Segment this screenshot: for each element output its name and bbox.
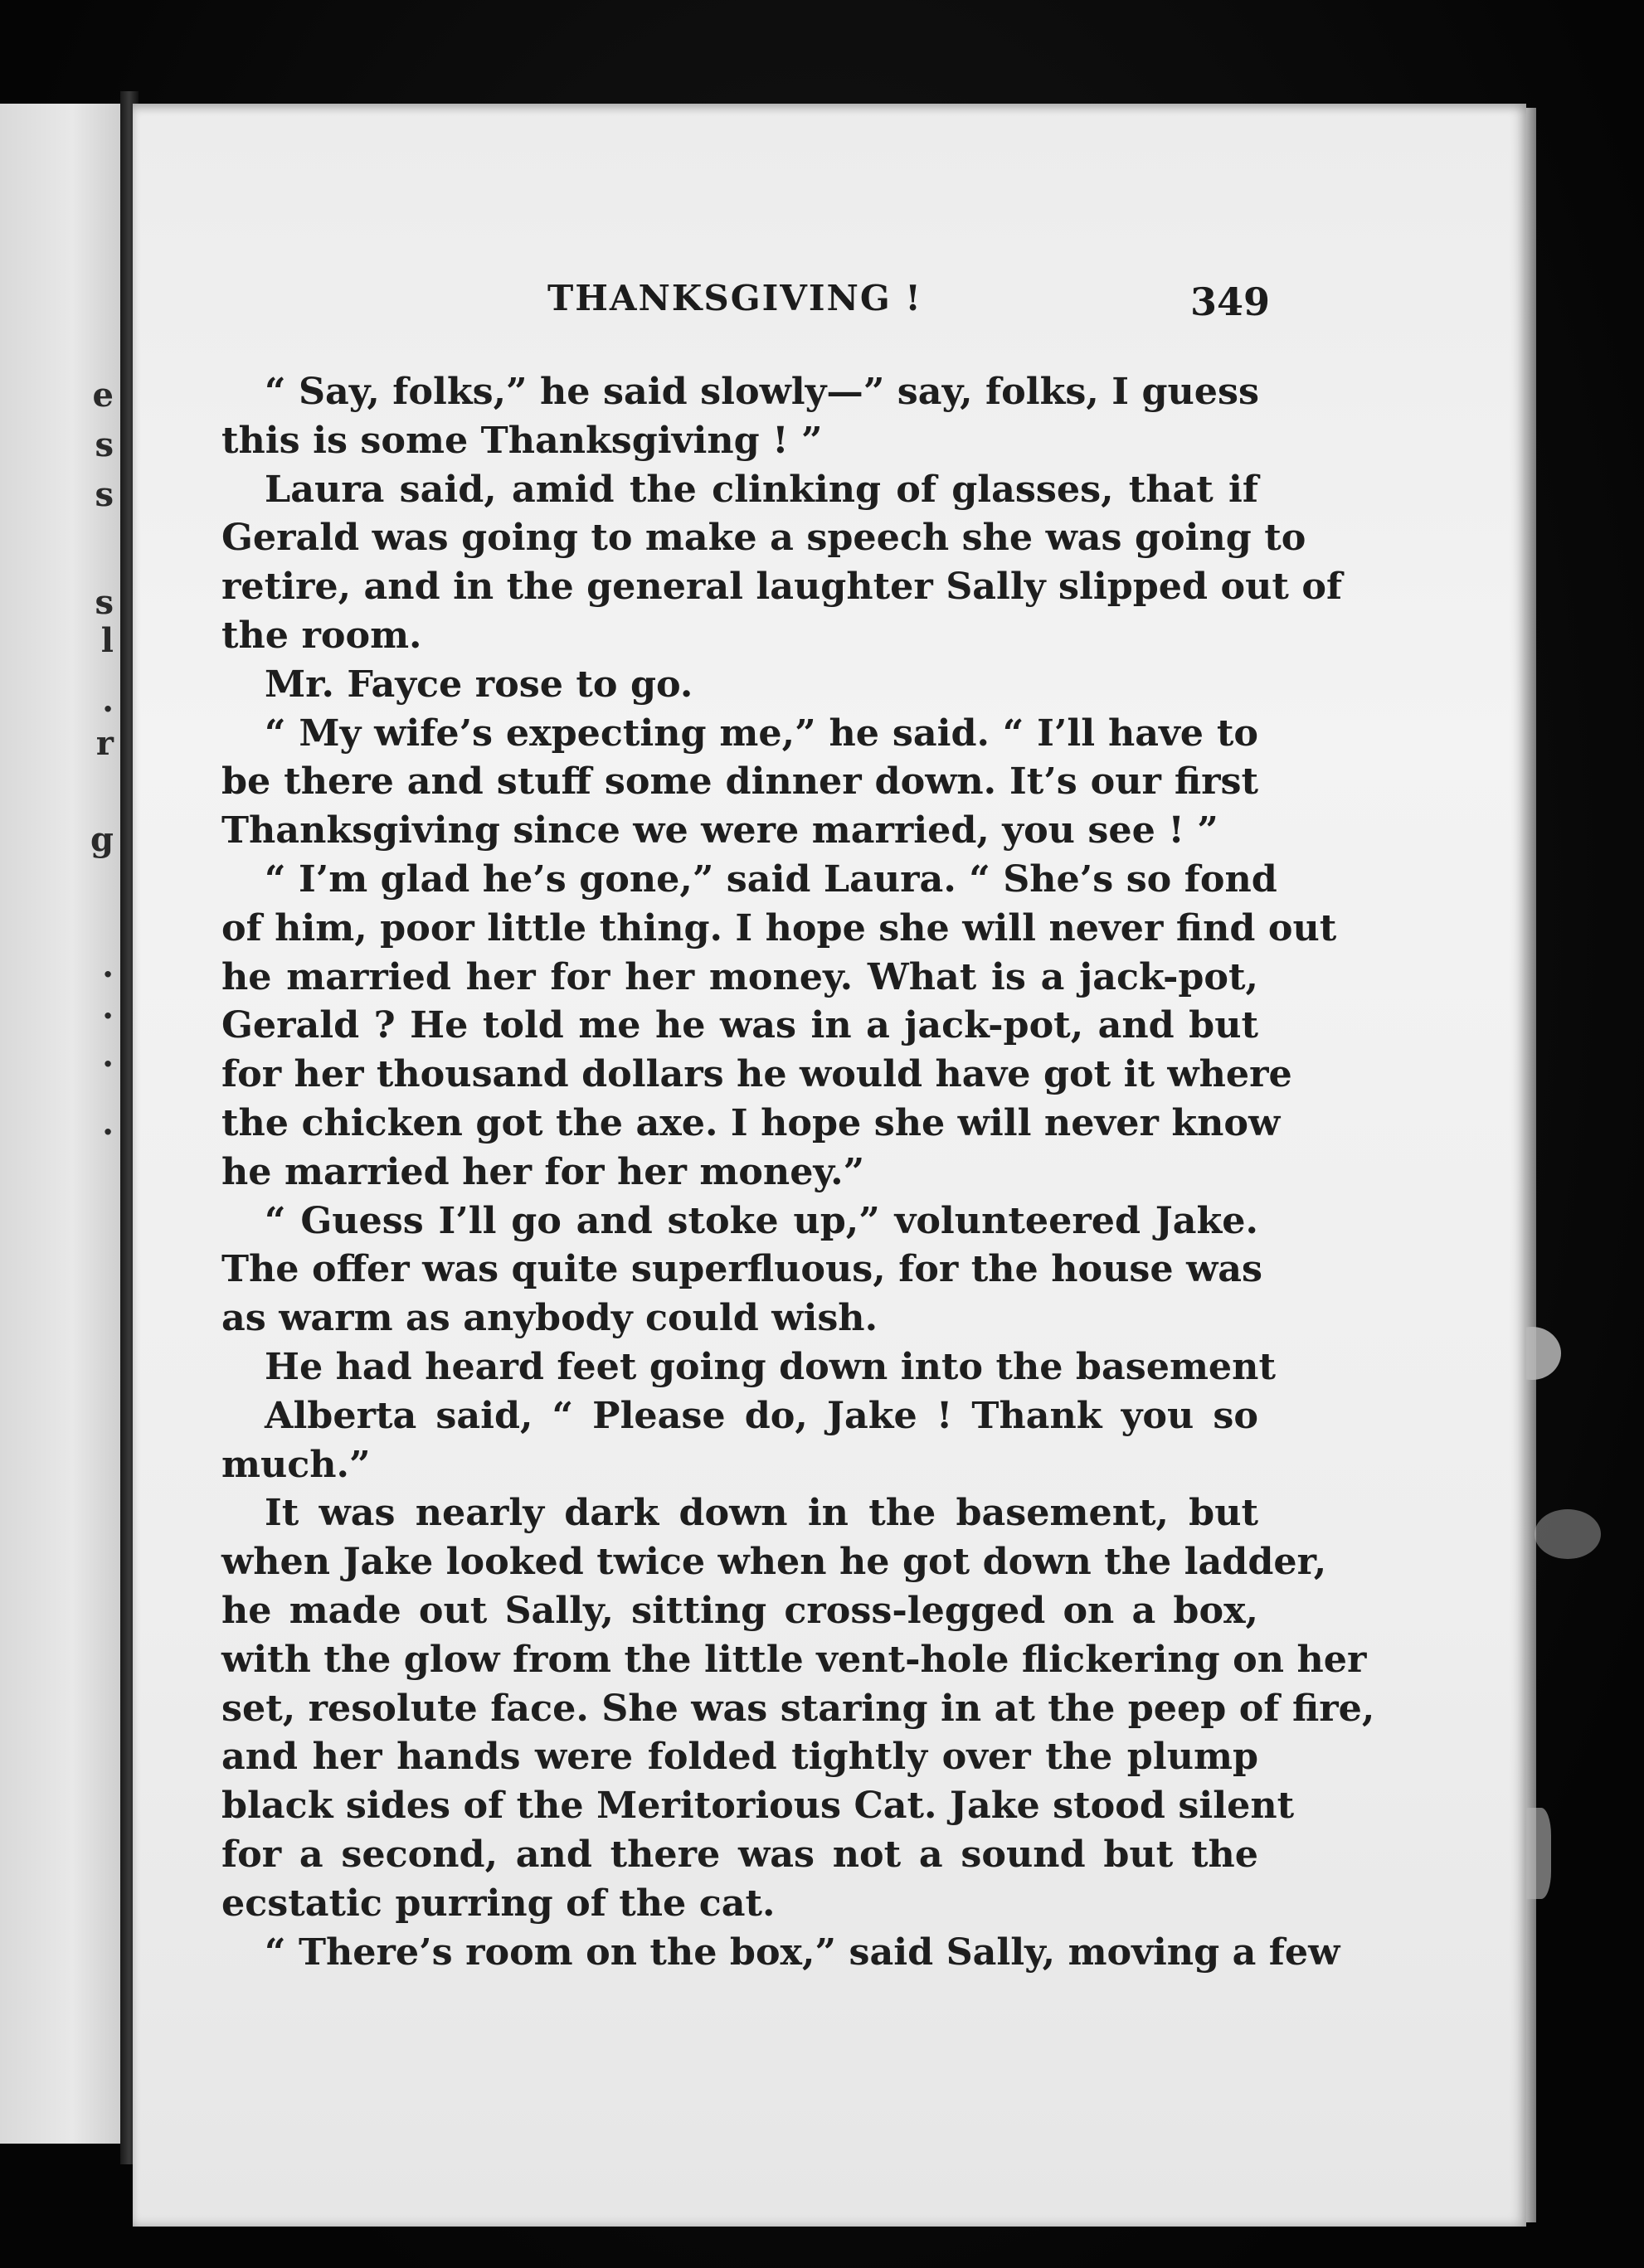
text-line: and her hands were folded tightly over the plump xyxy=(221,1735,1258,1779)
left-page-letter: . xyxy=(102,946,114,985)
text-line: much.” xyxy=(221,1442,371,1486)
text-line: this is some Thanksgiving ! ” xyxy=(221,418,823,462)
text-line: “ Say, folks,” he said slowly—” say, folks, I guess xyxy=(265,370,1260,413)
text-line: ecstatic purring of the cat. xyxy=(221,1881,776,1925)
left-page-letter: . xyxy=(102,681,114,720)
left-page-letter: . xyxy=(102,988,114,1027)
text-line: It was nearly dark down in the basement, but xyxy=(265,1491,1258,1535)
left-page-letter: s xyxy=(95,583,114,622)
left-page-letter: r xyxy=(95,724,114,763)
left-page-letter: . xyxy=(102,1104,114,1143)
text-line: as warm as anybody could wish. xyxy=(221,1296,878,1340)
text-line: he married her for her money. What is a jack-pot, xyxy=(221,954,1258,998)
text-line: Gerald ? He told me he was in a jack-pot, and but xyxy=(221,1003,1258,1047)
text-line: Gerald was going to make a speech she was going to xyxy=(221,516,1306,560)
left-facing-page xyxy=(0,104,120,2144)
text-line: He had heard feet going down into the basement xyxy=(265,1344,1276,1388)
text-line: set, resolute face. She was staring in at the peep of fire, xyxy=(221,1686,1375,1730)
text-line: Laura said, amid the clinking of glasses, that if xyxy=(265,467,1258,511)
text-line: Mr. Fayce rose to go. xyxy=(265,662,693,706)
text-line: for her thousand dollars he would have got it where xyxy=(221,1052,1292,1096)
paper-blemish xyxy=(1535,1509,1601,1559)
left-page-letter: g xyxy=(90,820,114,859)
left-page-letter: e xyxy=(92,376,114,415)
left-page-letter: . xyxy=(102,1036,114,1075)
text-line: retire, and in the general laughter Sally slipped out of xyxy=(221,565,1343,609)
running-title: THANKSGIVING ! xyxy=(547,278,922,318)
text-line: the chicken got the axe. I hope she will never know xyxy=(221,1100,1281,1144)
page-number: 349 xyxy=(1190,279,1271,324)
text-line: The offer was quite superfluous, for the house was xyxy=(221,1247,1263,1291)
text-line: be there and stuff some dinner down. It’s our first xyxy=(221,760,1258,804)
text-line: Thanksgiving since we were married, you see ! ” xyxy=(221,809,1218,852)
text-line: when Jake looked twice when he got down the ladder, xyxy=(221,1540,1327,1584)
text-line: for a second, and there was not a sound but the xyxy=(221,1832,1258,1876)
text-line: “ Guess I’ll go and stoke up,” volunteered Jake. xyxy=(265,1198,1258,1242)
page-edge-shadow xyxy=(1525,108,1536,2222)
text-line: black sides of the Meritorious Cat. Jake stood silent xyxy=(221,1784,1295,1828)
body-text xyxy=(221,367,1375,1976)
text-line: “ My wife’s expecting me,” he said. “ I’ll have to xyxy=(265,711,1258,755)
running-head xyxy=(133,278,1526,328)
text-line: Alberta said, “ Please do, Jake ! Thank you so xyxy=(265,1393,1258,1437)
left-page-letter: l xyxy=(100,621,114,660)
text-line: he married her for her money.” xyxy=(221,1149,865,1193)
text-line: of him, poor little thing. I hope she will never find out xyxy=(221,906,1337,949)
left-page-letter: s xyxy=(95,425,114,464)
text-line: the room. xyxy=(221,613,422,657)
text-line: “ I’m glad he’s gone,” said Laura. “ She’s so fond xyxy=(265,857,1277,901)
text-line: he made out Sally, sitting cross-legged on a box, xyxy=(221,1588,1258,1632)
text-line: “ There’s room on the box,” said Sally, moving a few xyxy=(265,1930,1340,1974)
book-page xyxy=(133,104,1526,2227)
text-line: with the glow from the little vent-hole flickering on her xyxy=(221,1637,1367,1681)
left-page-letter: s xyxy=(95,475,114,514)
